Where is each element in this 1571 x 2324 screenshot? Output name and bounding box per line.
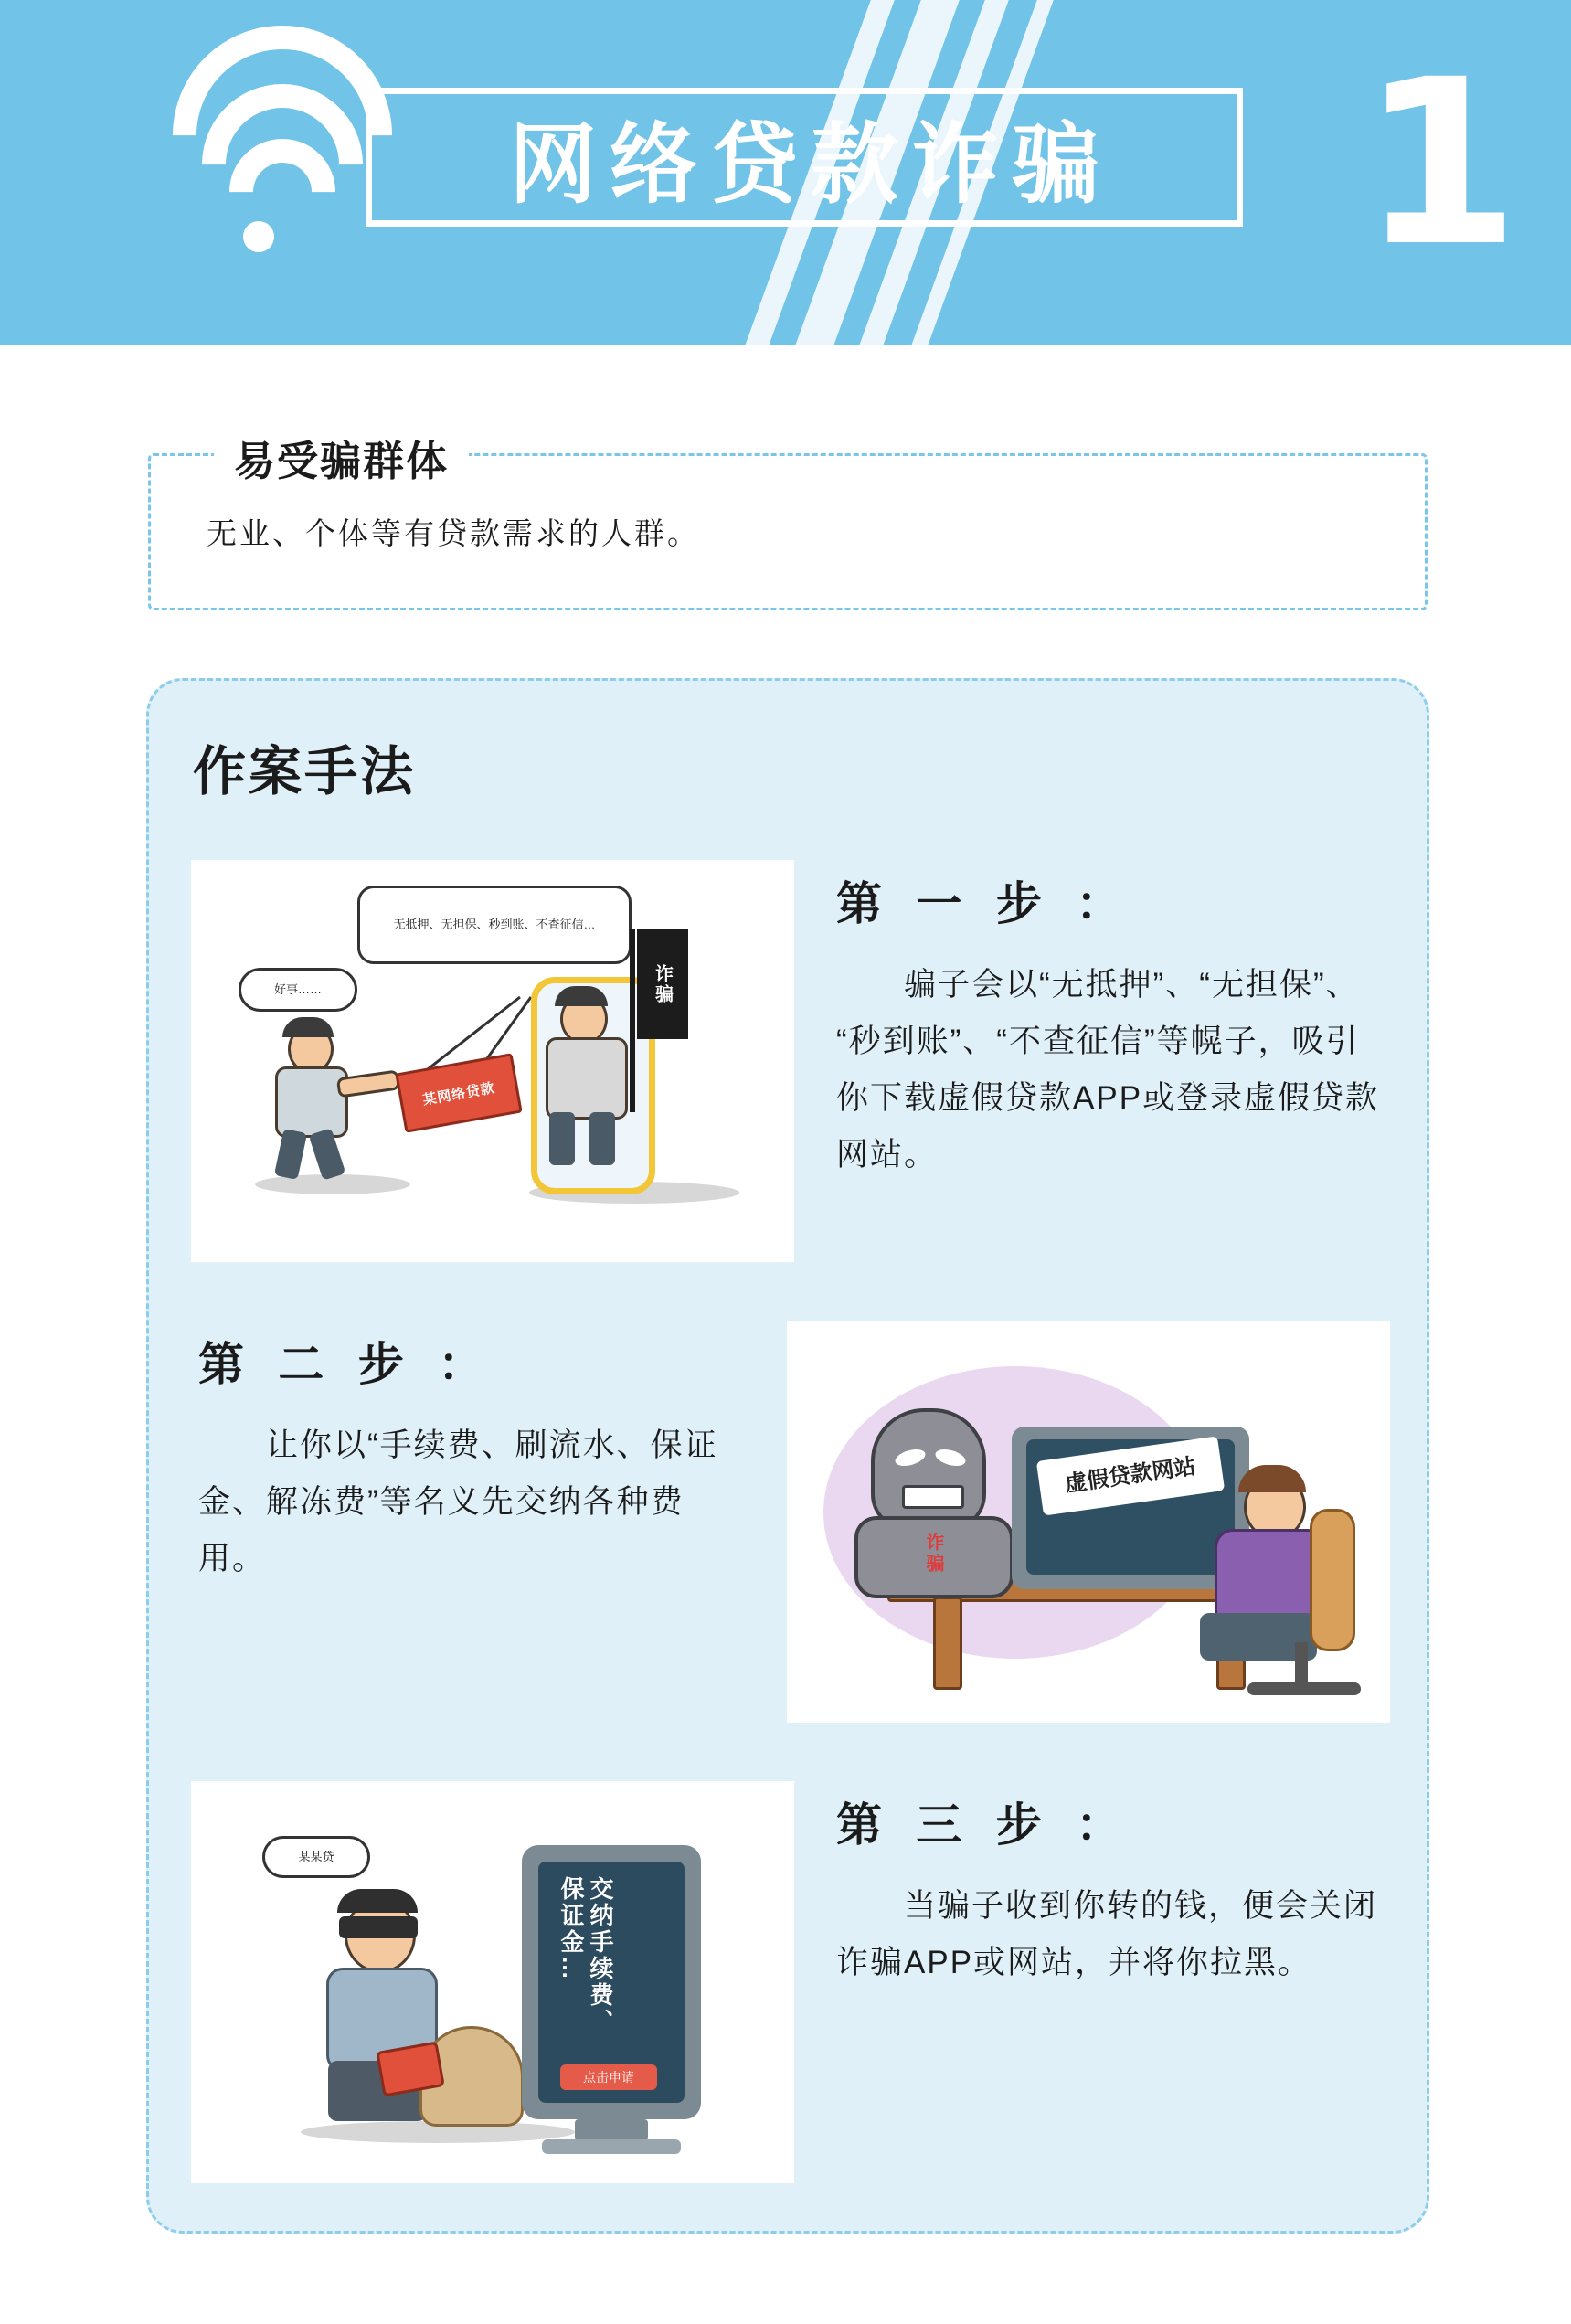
section-number: 1 — [1361, 30, 1514, 296]
method-step-1 — [191, 860, 1390, 1262]
apply-button[interactable]: 点击申请 — [560, 2064, 657, 2090]
methods-section — [146, 678, 1429, 2234]
step1-title: 第 一 步 ： — [836, 877, 1131, 930]
speech-bubble-small: 好事…… — [239, 968, 357, 1012]
desk-leg — [933, 1597, 962, 1690]
step2-body: 让你以“手续费、刷流水、保证金、解冻费”等名义先交纳各种费用。 — [198, 1427, 718, 1576]
scammer-head — [871, 1408, 986, 1531]
step3-title: 第 三 步 ： — [836, 1799, 1131, 1852]
scammer-body — [546, 1037, 628, 1120]
methods-heading: 作案手法 — [193, 740, 417, 802]
page-title: 网络贷款诈骗 — [509, 112, 1112, 216]
kiosk-screen-label: 交纳手续费、保证金… — [557, 1876, 614, 2035]
speech-bubble-small: 某某贷 — [262, 1836, 370, 1878]
wifi-icon — [163, 79, 355, 252]
scammer-label: 诈骗 — [923, 1533, 943, 1575]
speech-bubble-main: 无抵押、无担保、秒到账、不查征信… — [357, 886, 632, 964]
victims-section — [148, 428, 1428, 610]
victims-text: 无业、个体等有贷款需求的人群。 — [207, 516, 700, 550]
step1-body: 骗子会以“无抵押”、“无担保”、“秒到账”、“不查征信”等幌子，吸引你下载虚假贷款APP或登录虚假贷款网站。 — [836, 967, 1380, 1173]
step1-copy — [794, 860, 1390, 1262]
step2-copy — [191, 1321, 787, 1723]
thief-hat — [337, 1889, 418, 1913]
step1-illustration — [191, 860, 794, 1262]
title-frame — [366, 88, 1243, 227]
page-header — [0, 0, 1571, 345]
thief-mask — [339, 1916, 418, 1938]
method-step-2 — [191, 1321, 1390, 1723]
kiosk-base — [542, 2139, 681, 2154]
bait-card: 某网络贷款 — [395, 1053, 522, 1133]
scammer-leg — [549, 1112, 575, 1165]
scam-flag: 诈骗 — [637, 929, 688, 1039]
chair-back — [1310, 1509, 1355, 1651]
scammer-leg — [589, 1112, 615, 1165]
flag-pole — [630, 929, 635, 1112]
method-step-3 — [191, 1781, 1390, 2183]
step2-title: 第 二 步 ： — [198, 1338, 494, 1391]
step2-illustration — [787, 1321, 1390, 1723]
scammer-teeth — [902, 1485, 964, 1509]
chair-base — [1247, 1682, 1361, 1695]
victims-heading: 易受骗群体 — [214, 428, 469, 487]
wifi-dot — [243, 221, 274, 252]
fake-website-label: 虚假贷款网站 — [1036, 1436, 1225, 1515]
step3-illustration — [191, 1781, 794, 2183]
step3-body: 当骗子收到你转的钱，便会关闭诈骗APP或网站，并将你拉黑。 — [836, 1888, 1378, 1980]
step3-copy — [794, 1781, 1390, 2183]
kiosk-stand — [575, 2119, 648, 2141]
